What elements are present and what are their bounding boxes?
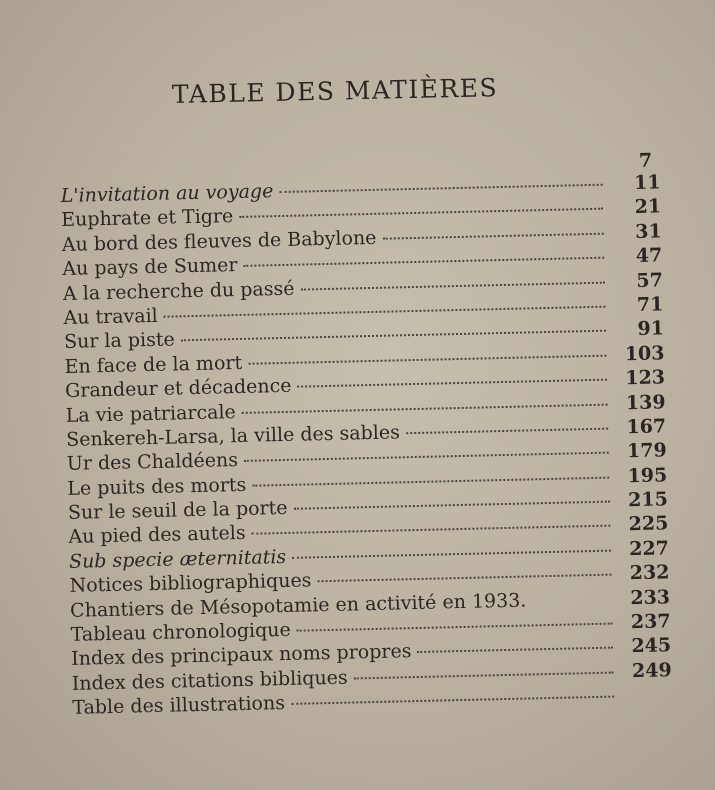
toc-entry-page: 123: [625, 366, 666, 390]
toc-entry-title: Chantiers de Mésopotamie en activité en 1933.: [69, 589, 527, 622]
toc-entry-page: 57: [636, 268, 664, 292]
first-page-number: 7: [638, 149, 653, 172]
toc-entry-page: 233: [630, 585, 671, 609]
toc-entry-title: Senkereh-Larsa, la ville des sables: [66, 421, 401, 451]
dot-leader: [244, 452, 609, 462]
dot-leader: [292, 549, 611, 558]
dot-leader: [298, 379, 608, 388]
toc-entry-title: Au pied des autels: [68, 522, 246, 549]
toc-entry-title: Index des principaux noms propres: [71, 640, 412, 671]
toc-entry-page: 225: [628, 512, 669, 536]
toc-entry-title: Table des illustrations: [72, 692, 286, 720]
dot-leader: [417, 647, 613, 653]
toc-entry-page: 167: [626, 415, 667, 439]
toc-list: [60, 171, 672, 721]
toc-entry-title: Index des citations bibliques: [71, 666, 348, 695]
toc-entry-title: Au travail: [63, 304, 159, 329]
dot-leader: [354, 671, 614, 679]
dot-leader: [406, 428, 608, 435]
toc-entry-title: Ur des Chaldéens: [66, 449, 239, 476]
toc-entry-title: Sur le seuil de la porte: [67, 497, 288, 524]
toc-entry-title: Au bord des fleuves de Babylone: [61, 226, 377, 256]
dot-leader: [382, 232, 603, 239]
toc-entry-title: Le puits des morts: [67, 473, 247, 500]
toc-entry-page: 232: [629, 561, 670, 585]
dot-leader: [291, 696, 614, 705]
toc-entry-page: 11: [633, 171, 661, 194]
dot-leader: [317, 574, 611, 583]
toc-entry-page: 237: [630, 610, 671, 634]
page-title: TABLE DES MATIÈRES: [171, 73, 499, 109]
toc-entry-title: Euphrate et Tigre: [61, 205, 234, 232]
toc-entry-title: Sub specie æternitatis: [68, 545, 287, 573]
toc-entry-title: Sur la piste: [63, 328, 175, 354]
toc-entry-page: 103: [624, 342, 665, 365]
toc-entry-page: 179: [626, 439, 667, 463]
toc-entry-page: 47: [635, 244, 663, 268]
toc-entry-page: 91: [637, 317, 665, 341]
toc-entry-title: A la recherche du passé: [62, 277, 295, 305]
dot-leader: [242, 403, 608, 413]
dot-leader: [243, 257, 604, 267]
toc-entry-page: 245: [631, 634, 672, 658]
toc-entry-page: 227: [628, 537, 670, 561]
dot-leader: [279, 184, 602, 193]
dot-leader: [532, 598, 612, 602]
toc-entry-page: 31: [635, 220, 662, 243]
dot-leader: [239, 208, 603, 218]
toc-entry-page: 21: [634, 195, 662, 219]
dot-leader: [252, 525, 611, 535]
dot-leader: [181, 330, 606, 342]
toc-entry-title: Notices bibliographiques: [69, 569, 312, 598]
dot-leader: [164, 306, 606, 318]
dot-leader: [297, 623, 613, 632]
dot-leader: [300, 281, 604, 290]
toc-entry-page: 139: [625, 390, 666, 414]
dot-leader: [248, 354, 606, 364]
toc-entry-title: Au pays de Sumer: [62, 254, 238, 281]
table-of-contents: [60, 149, 673, 721]
toc-entry-page: 249: [631, 659, 672, 682]
toc-entry-page: 215: [627, 488, 669, 512]
dot-leader: [252, 476, 609, 486]
toc-entry-page: 195: [627, 463, 668, 487]
toc-entry-title: En face de la mort: [64, 351, 243, 378]
toc-entry-title: Tableau chronologique: [70, 618, 291, 646]
dot-leader: [294, 501, 610, 510]
toc-entry-title: La vie patriarcale: [65, 400, 237, 427]
toc-entry-title: Grandeur et décadence: [64, 374, 292, 403]
toc-entry-title: L'invitation au voyage: [60, 180, 274, 207]
toc-entry-page: [620, 700, 672, 701]
toc-entry-page: 71: [636, 293, 664, 316]
